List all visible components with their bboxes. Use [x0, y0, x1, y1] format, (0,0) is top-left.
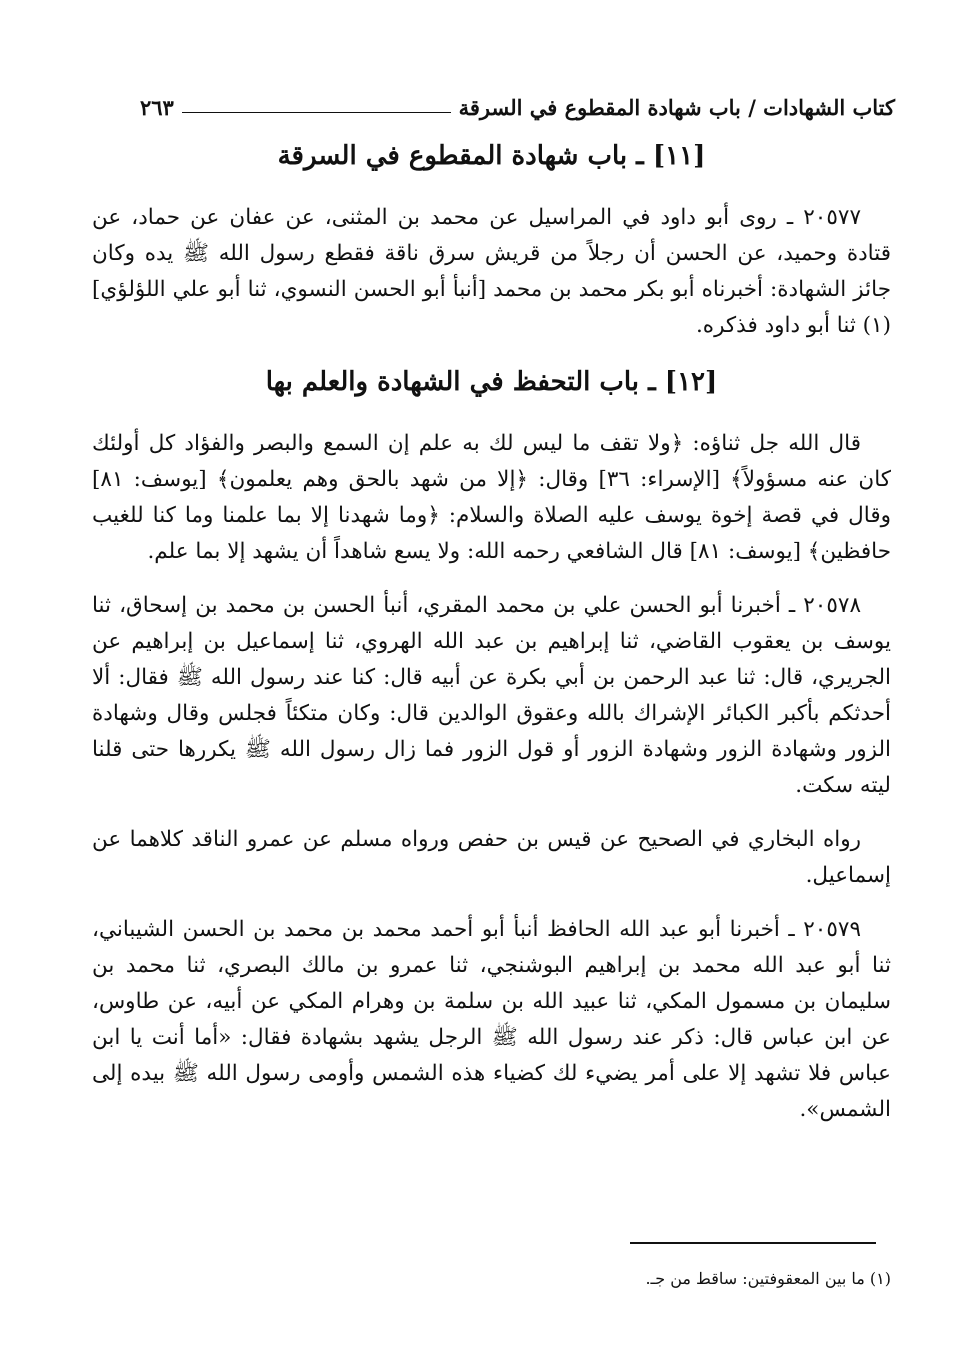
section-11-heading: [١١] ـ باب شهادة المقطوع في السرقة	[277, 141, 706, 171]
hadith-20579: ٢٠٥٧٩ ـ أخبرنا أبو عبد الله الحافظ أنبأ أبو أحمد محمد بن محمد بن الحسن الشيباني، ثنا أبو عبد الله محمد بن إبراهيم البوشنجي، ثنا عمرو بن مالك البصري، ثنا محمد بن سليمان بن مسمول المكي، ثنا عبيد الله بن سلمة بن وهرام المكي عن أبيه، عن طاوس، عن ابن عباس قال: ذكر عند رسول الله ﷺ الرجل يشهد بشهادة فقال: «أما أنت يا ابن عباس فلا تشهد إلا على أمر يضيء لك كضياء هذه الشمس وأومى رسول الله ﷺ بيده إلى الشمس».	[92, 917, 891, 1122]
section-12-heading: [١٢] ـ باب التحفظ في الشهادة والعلم بها	[265, 367, 718, 397]
running-header	[140, 84, 895, 120]
hadith-20577: ٢٠٥٧٧ ـ روى أبو داود في المراسيل عن محمد بن المثنى، عن عفان عن حماد، عن قتادة وحميد، عن الحسن أن رجلاً من قريش سرق ناقة فقطع رسول الله ﷺ يده وكان جائز الشهادة: أخبرناه أبو بكر محمد بن محمد [أنبأ أبو الحسن النسوي، ثنا أبو علي اللؤلؤي](١) ثنا أبو داود فذكره.	[92, 205, 891, 338]
footnote-separator	[630, 1242, 876, 1244]
page-number: ٢٦٣	[140, 95, 174, 120]
footnote-1: (١) ما بين المعقوفتين: ساقط من جـ.	[645, 1269, 891, 1288]
running-header-title: كتاب الشهادات / باب شهادة المقطوع في السرقة	[458, 95, 895, 120]
riwayah-note: رواه البخاري في الصحيح عن قيس بن حفص ورواه مسلم عن عمرو الناقد كلاهما عن إسماعيل.	[92, 827, 891, 888]
hadith-20578: ٢٠٥٧٨ ـ أخبرنا أبو الحسن علي بن محمد المقري، أنبأ الحسن بن محمد بن إسحاق، ثنا يوسف بن يعقوب القاضي، ثنا إبراهيم بن عبد الله الهروي، ثنا إسماعيل بن إبراهيم عن الجريري، قال: ثنا عبد الرحمن بن أبي بكرة عن أبيه قال: كنا عند رسول الله ﷺ فقال: ألا أحدثكم بأكبر الكبائر الإشراك بالله وعقوق الوالدين قال: وكان متكئاً فجلس وقال وشهادة الزور وشهادة الزور وشهادة الزور أو قول الزور فما زال رسول الله ﷺ يكررها حتى قلنا ليته سكت.	[92, 593, 891, 798]
running-header-rule	[182, 112, 451, 113]
section-12-intro: قال الله جل ثناؤه: ﴿ولا تقف ما ليس لك به علم إن السمع والبصر والفؤاد كل أولئك كان عنه مسؤولاً﴾ [الإسراء: ٣٦] وقال: ﴿إلا من شهد بالحق وهم يعلمون﴾ [يوسف: ٨١] وقال في قصة إخوة يوسف عليه الصلاة والسلام: ﴿وما شهدنا إلا بما علمنا وما كنا للغيب حافظين﴾ [يوسف: ٨١] قال الشافعي رحمه الله: ولا يسع شاهداً أن يشهد إلا بما علم.	[92, 431, 891, 564]
page-body	[92, 128, 891, 1146]
